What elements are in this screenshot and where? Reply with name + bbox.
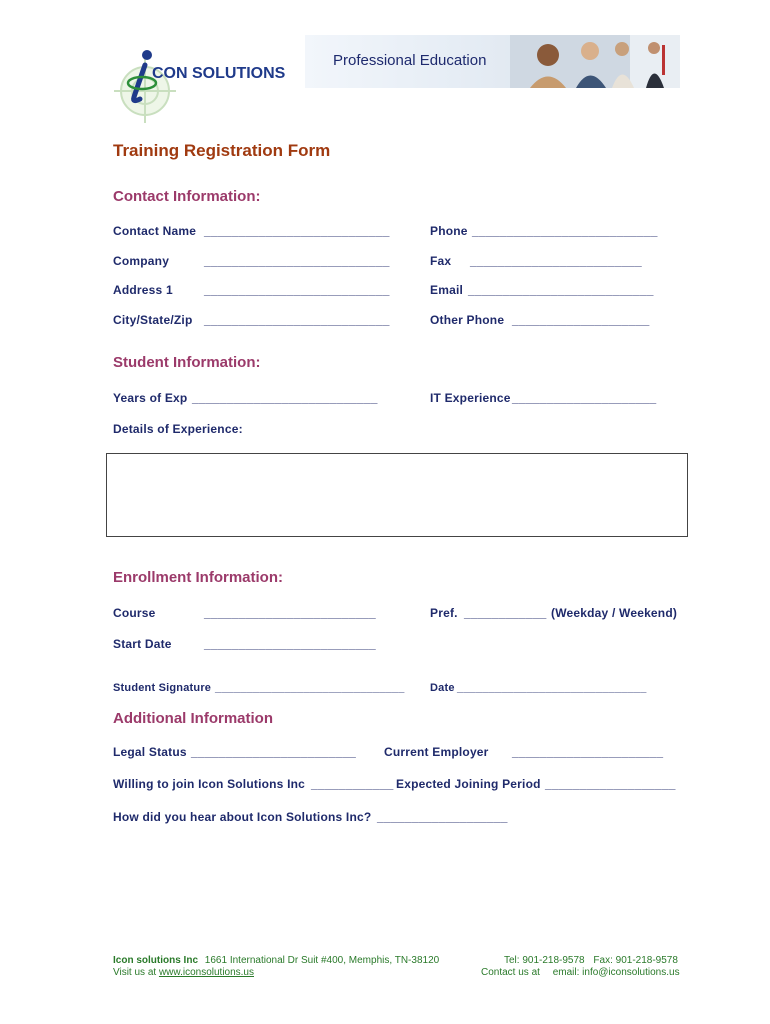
pref-label: Pref. [430,606,458,620]
fax-field[interactable]: _________________________ [470,254,642,268]
fax-label: Fax [430,254,452,268]
footer-address: 1661 International Dr Suit #400, Memphis, TN-38120 [204,955,440,966]
details-of-experience-textbox[interactable] [106,453,688,537]
header-banner [305,35,680,88]
student-section-heading: Student Information: [113,354,261,371]
footer-phone-line [504,955,678,966]
form-title: Training Registration Form [113,141,331,160]
it-experience-field[interactable]: _____________________ [512,391,657,405]
email-field[interactable]: ___________________________ [468,283,654,297]
footer-tel: Tel: 901-218-9578 [504,955,585,966]
how-did-you-hear-label: How did you hear about Icon Solutions Inc? [113,810,372,824]
city-state-zip-label: City/State/Zip [113,313,193,327]
expected-joining-label: Expected Joining Period [396,777,541,791]
footer-company-name: Icon solutions Inc [113,955,199,966]
footer-visit-label: Visit us at [113,967,157,978]
company-label: Company [113,254,170,268]
pref-options: (Weekday / Weekend) [551,606,678,620]
footer-fax: Fax: 901-218-9578 [593,955,678,966]
details-of-experience-label: Details of Experience: [113,422,243,436]
footer-contact-label: Contact us at [481,967,540,978]
course-field[interactable]: _________________________ [204,606,376,620]
it-experience-label: IT Experience [430,391,511,405]
other-phone-label: Other Phone [430,313,505,327]
email-label: Email [430,283,464,297]
student-signature-field[interactable]: ______________________________ [215,682,405,694]
start-date-field[interactable]: _________________________ [204,637,376,651]
crosshair-logo-icon [112,45,182,125]
date-label: Date [430,682,455,694]
how-did-you-hear-field[interactable]: ___________________ [377,810,508,824]
footer-email[interactable]: email: info@iconsolutions.us [552,967,680,978]
date-field[interactable]: ______________________________ [457,682,647,694]
additional-section-heading: Additional Information [113,710,273,727]
current-employer-field[interactable]: ______________________ [512,745,664,759]
course-label: Course [113,606,156,620]
phone-label: Phone [430,224,468,238]
other-phone-field[interactable]: ____________________ [512,313,650,327]
contact-section-heading: Contact Information: [113,188,261,205]
company-logo [112,45,287,125]
enrollment-section-heading: Enrollment Information: [113,569,283,586]
footer-address-line [113,955,439,966]
student-signature-label: Student Signature [113,682,212,694]
contact-name-field[interactable]: ___________________________ [204,224,390,238]
years-of-exp-field[interactable]: ___________________________ [192,391,378,405]
legal-status-label: Legal Status [113,745,187,759]
city-state-zip-field[interactable]: ___________________________ [204,313,390,327]
address-label: Address 1 [113,283,173,297]
company-field[interactable]: ___________________________ [204,254,390,268]
people-photo-icon [510,35,680,88]
banner-title: Professional Education [333,52,487,69]
footer-website-link[interactable]: www.iconsolutions.us [158,967,254,978]
years-of-exp-label: Years of Exp [113,391,188,405]
legal-status-field[interactable]: ________________________ [191,745,356,759]
willing-to-join-field[interactable]: ____________ [311,777,394,791]
pref-field[interactable]: ____________ [464,606,547,620]
expected-joining-field[interactable]: ___________________ [545,777,676,791]
start-date-label: Start Date [113,637,172,651]
current-employer-label: Current Employer [384,745,489,759]
footer-contact-line [481,967,680,978]
logo-text: CON SOLUTIONS [152,65,286,82]
address-field[interactable]: ___________________________ [204,283,390,297]
footer-visit-line [113,967,254,978]
phone-field[interactable]: ___________________________ [472,224,658,238]
willing-to-join-label: Willing to join Icon Solutions Inc [113,777,306,791]
contact-name-label: Contact Name [113,224,197,238]
